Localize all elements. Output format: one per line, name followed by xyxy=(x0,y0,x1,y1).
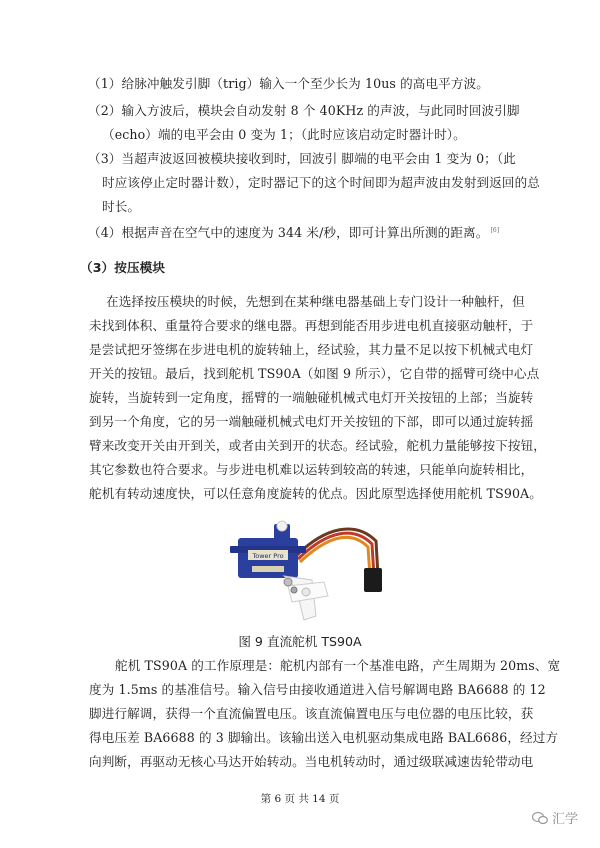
paragraph2-line-5: 向判断，再驱动无核心马达开始转动。当电机转动时，通过级联减速齿轮带动电 xyxy=(89,754,534,769)
paragraph1-line-9: 舵机有转动速度快，可以任意角度旋转的优点。因此原型选择使用舵机 TS90A。 xyxy=(89,486,542,501)
paragraph1-line-4: 开关的按钮。最后，找到舵机 TS90A（如图 9 所示），它自带的摇臂可绕中心点 xyxy=(89,366,540,381)
citation: [6] xyxy=(490,227,500,234)
paragraph2-line-4: 得电压差 BA6688 的 3 脚输出。该输出送入电机驱动集成电路 BAL6686，经过方 xyxy=(89,730,559,745)
paragraph2-line-1: 舵机 TS90A 的工作原理是：舵机内部有一个基准电路，产生周期为 20ms、宽 xyxy=(115,658,561,673)
paragraph1-line-1: 在选择按压模块的时候，先想到在某种继电器基础上专门设计一种触杆，但 xyxy=(106,294,525,309)
figure-caption: 图 9 直流舵机 TS90A xyxy=(238,634,362,649)
paragraph1-line-6: 到另一个角度，它的另一端触碰机械式电灯开关按钮的下部，即可以通过旋转摇 xyxy=(89,414,534,429)
servo-figure xyxy=(226,516,386,626)
servo-label: Tower Pro xyxy=(252,552,284,560)
step-2-cont: （echo）端的电平会由 0 变为 1；（此时应该启动定时器计时）。 xyxy=(102,127,466,142)
paragraph1-line-2: 未找到体积、重量符合要求的继电器。再想到能否用步进电机直接驱动触杆，于 xyxy=(89,318,534,333)
step-3-cont: 时应该停止定时器计数），定时器记下的这个时间即为超声波由发射到返回的总 xyxy=(102,175,540,190)
step-4 xyxy=(88,223,518,241)
paragraph1-line-8: 其它参数也符合要求。与步进电机难以运转到较高的转速，只能单向旋转相比， xyxy=(89,462,534,477)
step-1: （1）给脉冲触发引脚（trig）输入一个至少长为 10us 的高电平方波。 xyxy=(88,76,489,91)
servo-illustration xyxy=(226,516,386,626)
step-3-end: 时长。 xyxy=(102,199,141,214)
step-3: （3）当超声波返回被模块接收到时，回波引 脚端的电平会由 1 变为 0；（此 xyxy=(88,151,516,166)
paragraph1-line-3: 是尝试把牙签绑在步进电机的旋转轴上，经试验，其力量不足以按下机械式电灯 xyxy=(89,342,534,357)
section-heading: （3）按压模块 xyxy=(80,260,166,275)
step-2: （2）输入方波后，模块会自动发射 8 个 40KHz 的声波，与此同时回波引脚 xyxy=(88,103,520,118)
page-footer: 第 6 页 共 14 页 xyxy=(260,793,340,805)
paragraph2-line-2: 度为 1.5ms 的基准信号。输入信号由接收通道进入信号解调电路 BA6688 的 12 xyxy=(89,682,546,697)
paragraph2-line-3: 脚进行解调，获得一个直流偏置电压。该直流偏置电压与电位器的电压比较，获 xyxy=(89,706,534,721)
paragraph1-line-7: 臂来改变开关由开到关，或者由关到开的状态。经试验，舵机力量能够按下按钮， xyxy=(89,438,546,453)
wechat-icon xyxy=(532,811,548,825)
watermark xyxy=(532,808,578,827)
step-4-text: （4）根据声音在空气中的速度为 344 米/秒，即可计算出所测的距离。 xyxy=(88,225,489,241)
watermark-text: 汇学 xyxy=(552,812,579,827)
paragraph1-line-5: 旋转，当旋转到一定角度，摇臂的一端触碰机械式电灯开关按钮的上部；当旋转 xyxy=(89,390,534,405)
